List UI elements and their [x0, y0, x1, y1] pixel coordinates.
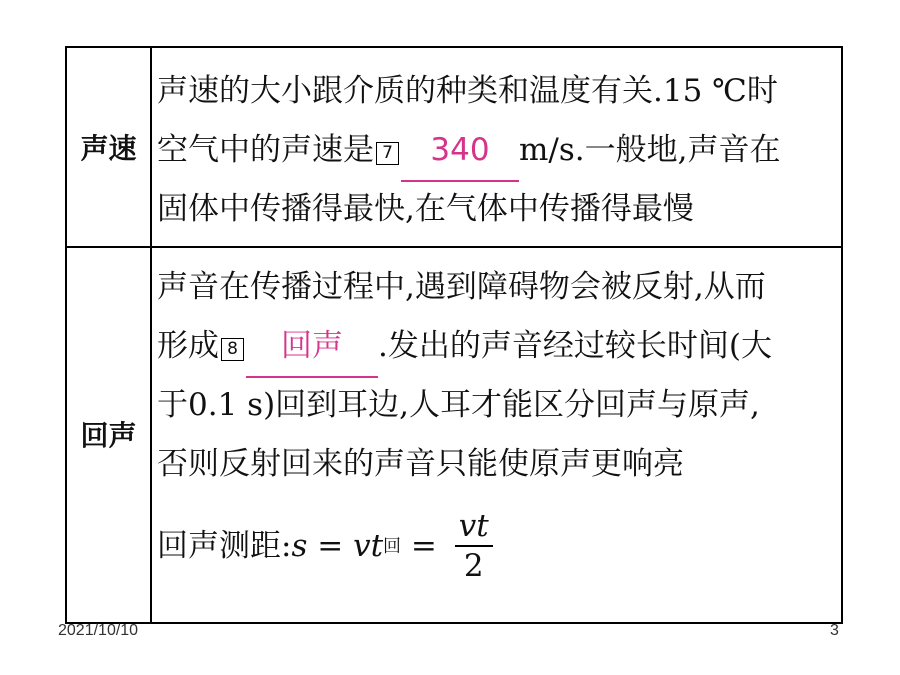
footer-date: 2021/10/10: [58, 622, 139, 639]
row-content-sound-speed: [157, 48, 835, 246]
formula-fraction: [455, 507, 493, 585]
answer-blank-7: 340: [401, 121, 519, 182]
text-segment: .发出的声音经过较长时间(大: [378, 328, 772, 364]
table-row-sound-speed: [67, 48, 841, 248]
formula-prefix: 回声测距:: [157, 527, 292, 564]
text-line: 声速的大小跟介质的种类和温度有关.15 ℃时: [157, 73, 778, 109]
fraction-denominator: 2: [463, 548, 484, 584]
knowledge-table: [65, 46, 843, 624]
echo-distance-formula: [157, 496, 835, 596]
page-number: 3: [830, 622, 839, 639]
row-label-echo: 回声: [67, 246, 152, 622]
answer-blank-8: 回声: [246, 317, 378, 378]
formula-subscript: 回: [383, 535, 402, 557]
text-segment: m/s.一般地,声音在: [519, 132, 781, 168]
formula-vt: vt: [353, 527, 384, 564]
text-segment: 空气中的声速是: [157, 132, 374, 168]
text-segment: 形成: [157, 328, 219, 364]
fraction-numerator: vt: [458, 508, 489, 544]
row-label-sound-speed: 声速: [67, 48, 152, 246]
formula-s: s: [291, 527, 308, 564]
blank-number-badge: 8: [221, 338, 244, 361]
formula-equals: =: [401, 527, 447, 564]
text-line: 声音在传播过程中,遇到障碍物会被反射,从而: [157, 269, 766, 305]
text-line: 否则反射回来的声音只能使原声更响亮: [157, 446, 684, 482]
text-line: 于0.1 s)回到耳边,人耳才能区分回声与原声,: [157, 387, 760, 423]
row-content-echo: [157, 246, 835, 622]
text-line: 固体中传播得最快,在气体中传播得最慢: [157, 191, 694, 227]
text-line-with-blank: [157, 317, 835, 376]
blank-number-badge: 7: [376, 142, 399, 165]
formula-equals: =: [307, 527, 354, 564]
text-line-with-blank: [157, 121, 835, 180]
table-row-echo: [67, 246, 841, 622]
